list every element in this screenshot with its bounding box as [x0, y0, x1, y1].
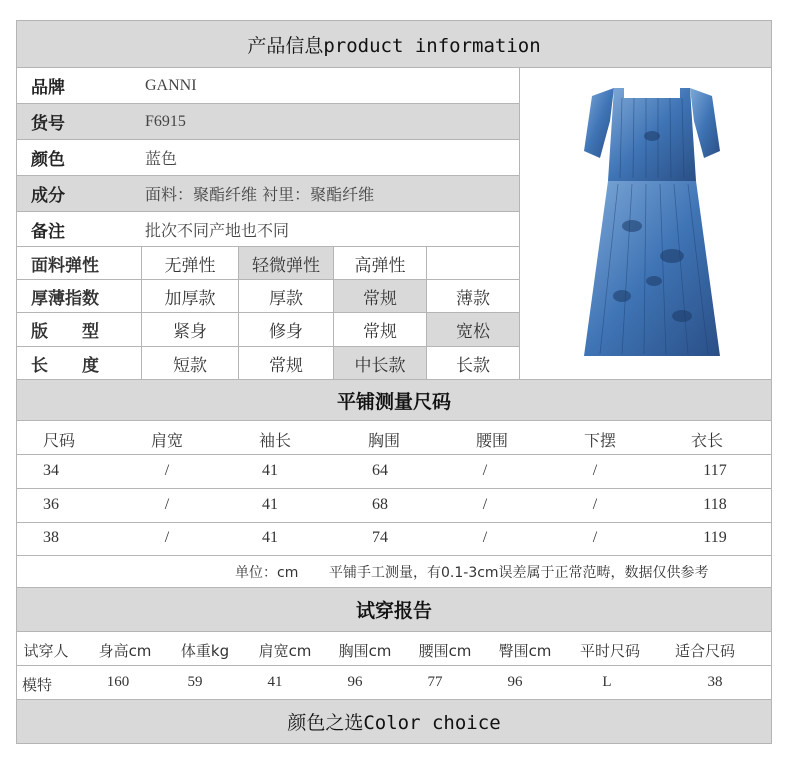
measurement-title: 平铺测量尺码 — [17, 380, 771, 420]
measure-cell: / — [164, 529, 170, 546]
measure-cell: / — [592, 529, 598, 546]
fitting-header: 平时尺码 — [579, 642, 640, 660]
measurement-row — [17, 455, 771, 488]
attr-length-option: 长款 — [456, 355, 490, 376]
measure-cell: 34 — [43, 462, 59, 479]
measurement-disclaimer: 平铺手工测量，有0.1-3cm误差属于正常范畴，数据仅供参考 — [329, 565, 709, 581]
measure-cell: / — [482, 462, 488, 479]
measure-cell: / — [164, 496, 170, 513]
measure-cell: 41 — [262, 462, 278, 479]
sku-label: 货号 — [31, 114, 65, 134]
fitting-title: 试穿报告 — [17, 588, 771, 631]
attr-fit-option: 修身 — [269, 322, 303, 342]
measurement-row — [17, 489, 771, 522]
brand-label: 品牌 — [31, 78, 65, 98]
fitting-header: 试穿人 — [23, 642, 69, 660]
attr-fit-option: 常规 — [363, 322, 397, 342]
attr-length-option: 常规 — [269, 355, 303, 376]
fitting-cell: 38 — [707, 674, 723, 690]
measure-cell: 41 — [262, 529, 278, 546]
measure-cell: 38 — [43, 529, 59, 546]
measure-cell: 41 — [262, 496, 278, 513]
attr-thickness-label: 厚薄指数 — [31, 288, 99, 309]
fitting-cell: 160 — [106, 674, 130, 690]
measure-cell: 36 — [43, 496, 59, 513]
attr-thickness-option: 薄款 — [456, 288, 490, 309]
measurement-note-row — [17, 556, 771, 587]
measure-cell: / — [482, 529, 488, 546]
composition-label: 成分 — [31, 186, 65, 206]
composition-value: 面料：聚酯纤维 衬里：聚酯纤维 — [145, 185, 375, 204]
unit-note: 单位：cm — [235, 565, 299, 581]
measure-cell: 119 — [703, 529, 727, 546]
fitting-header: 胸围cm — [338, 642, 392, 660]
measure-header: 肩宽 — [150, 431, 183, 450]
color-choice-title: 颜色之选Color choice — [17, 700, 771, 743]
product-info-title: 产品信息product information — [17, 21, 771, 67]
attr-fit-option: 紧身 — [173, 322, 207, 342]
attr-fit-option-selected: 宽松 — [427, 313, 519, 346]
measure-cell: / — [592, 462, 598, 479]
measure-header: 下摆 — [583, 431, 616, 450]
measure-header: 袖长 — [258, 431, 291, 450]
fitting-header: 适合尺码 — [674, 642, 735, 660]
color-value: 蓝色 — [145, 149, 178, 168]
attr-length-option-selected: 中长款 — [334, 347, 426, 379]
attr-stretch-option: 无弹性 — [164, 255, 216, 276]
attr-length-label: 长 度 — [31, 355, 99, 376]
info-row-note — [17, 212, 519, 246]
attr-stretch-option-selected: 轻微弹性 — [239, 247, 333, 279]
attr-fit-label: 版 型 — [31, 322, 99, 342]
info-row-color — [17, 140, 519, 175]
info-row-sku — [17, 104, 519, 139]
attr-thickness-option: 加厚款 — [164, 288, 216, 309]
attr-stretch-option: 高弹性 — [354, 255, 406, 276]
note-value: 批次不同产地也不同 — [145, 220, 290, 240]
info-row-composition — [17, 176, 519, 211]
measure-cell: 74 — [372, 529, 388, 546]
attr-thickness-option: 厚款 — [269, 288, 303, 309]
fitting-header: 肩宽cm — [258, 642, 312, 660]
measure-header: 尺码 — [42, 431, 75, 450]
product-sheet — [16, 20, 772, 744]
measure-header: 腰围 — [475, 431, 508, 450]
fitting-cell: 59 — [187, 674, 203, 690]
measure-header: 胸围 — [367, 431, 400, 450]
sku-value: F6915 — [145, 112, 186, 130]
measure-cell: / — [592, 496, 598, 513]
fitting-cell: 41 — [267, 674, 283, 690]
fitting-header: 臀围cm — [498, 642, 552, 660]
measure-cell: / — [482, 496, 488, 513]
fitting-cell: 96 — [347, 674, 363, 690]
color-label: 颜色 — [31, 150, 65, 170]
measure-cell: 64 — [372, 462, 388, 479]
attr-thickness-option-selected: 常规 — [334, 280, 426, 312]
attr-stretch-label: 面料弹性 — [31, 255, 99, 276]
fitting-header-row — [17, 632, 771, 665]
info-row-brand — [17, 68, 519, 103]
fitting-cell: 96 — [507, 674, 523, 690]
fitting-cell: 77 — [427, 674, 443, 690]
dress-image — [562, 66, 742, 371]
measure-header: 衣长 — [690, 431, 723, 450]
measure-cell: 68 — [372, 496, 388, 513]
measure-cell: 118 — [703, 496, 727, 513]
fitting-header: 腰围cm — [418, 642, 472, 660]
measure-cell: / — [164, 462, 170, 479]
fitting-header: 身高cm — [98, 642, 152, 660]
measurement-row — [17, 523, 771, 555]
fitting-cell: 模特 — [21, 676, 52, 694]
brand-value: GANNI — [145, 76, 197, 94]
fitting-row — [17, 666, 771, 699]
note-label: 备注 — [31, 221, 65, 242]
fitting-cell: L — [602, 674, 612, 690]
measure-cell: 117 — [703, 462, 727, 479]
fitting-header: 体重kg — [180, 642, 230, 660]
attr-length-option: 短款 — [173, 355, 207, 376]
measurement-header-row — [17, 421, 771, 454]
